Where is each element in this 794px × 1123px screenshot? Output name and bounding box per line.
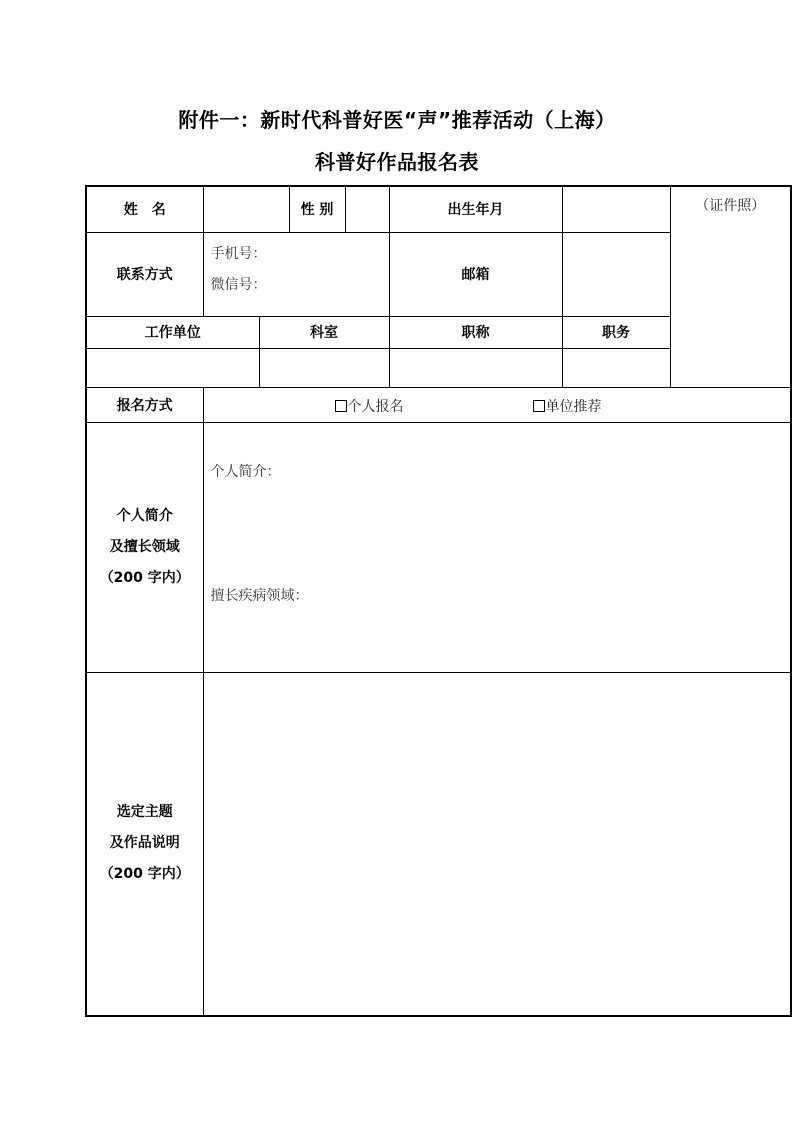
position-label: 职务: [562, 316, 670, 348]
checkbox-personal[interactable]: [335, 400, 347, 412]
form-title: 科普好作品报名表: [315, 150, 479, 174]
intro-label-line1: 个人简介: [116, 507, 173, 524]
option-personal[interactable]: [335, 396, 404, 416]
row-intro: [86, 422, 791, 672]
row-signup-method: [86, 387, 791, 422]
name-label: 姓 名: [86, 186, 203, 232]
work-unit-field[interactable]: [86, 348, 259, 387]
intro-field-label: 个人简介：: [210, 463, 281, 480]
option-personal-label: 个人报名: [347, 398, 404, 415]
photo-box[interactable]: [670, 186, 791, 387]
position-field[interactable]: [562, 348, 670, 387]
email-label: 邮箱: [389, 232, 562, 316]
contact-field[interactable]: [203, 232, 389, 316]
signup-method-label: 报名方式: [86, 387, 203, 422]
registration-form-table: [85, 185, 792, 1017]
photo-label: （证件照）: [695, 198, 766, 214]
job-title-label: 职称: [389, 316, 562, 348]
row-topic: [86, 672, 791, 1016]
topic-label-line1: 选定主题: [116, 804, 173, 821]
intro-label-line2: 及擅长领域: [109, 538, 180, 555]
birth-field[interactable]: [562, 186, 670, 232]
option-unit-label: 单位推荐: [545, 398, 602, 415]
department-label: 科室: [259, 316, 389, 348]
contact-label: 联系方式: [86, 232, 203, 316]
department-field[interactable]: [259, 348, 389, 387]
option-unit[interactable]: [533, 396, 602, 416]
expertise-field-label: 擅长疾病领域：: [210, 587, 309, 604]
row-basic-info: [86, 186, 791, 232]
work-unit-label: 工作单位: [86, 316, 259, 348]
phone-label: 手机号：: [210, 245, 267, 262]
name-field[interactable]: [203, 186, 289, 232]
topic-label-line3: （200 字内）: [99, 866, 190, 883]
topic-label-line2: 及作品说明: [109, 835, 180, 852]
checkbox-unit[interactable]: [533, 400, 545, 412]
job-title-field[interactable]: [389, 348, 562, 387]
topic-label: [86, 672, 203, 1016]
wechat-label: 微信号：: [210, 276, 267, 293]
gender-field[interactable]: [345, 186, 389, 232]
intro-label-line3: （200 字内）: [99, 569, 190, 586]
birth-label: 出生年月: [389, 186, 562, 232]
topic-field[interactable]: [203, 672, 791, 1016]
intro-field[interactable]: [203, 422, 791, 672]
document-title: 附件一：新时代科普好医“声”推荐活动（上海）: [178, 108, 616, 132]
signup-method-field: [203, 387, 791, 422]
intro-label: [86, 422, 203, 672]
gender-label: 性 别: [289, 186, 345, 232]
email-field[interactable]: [562, 232, 670, 316]
